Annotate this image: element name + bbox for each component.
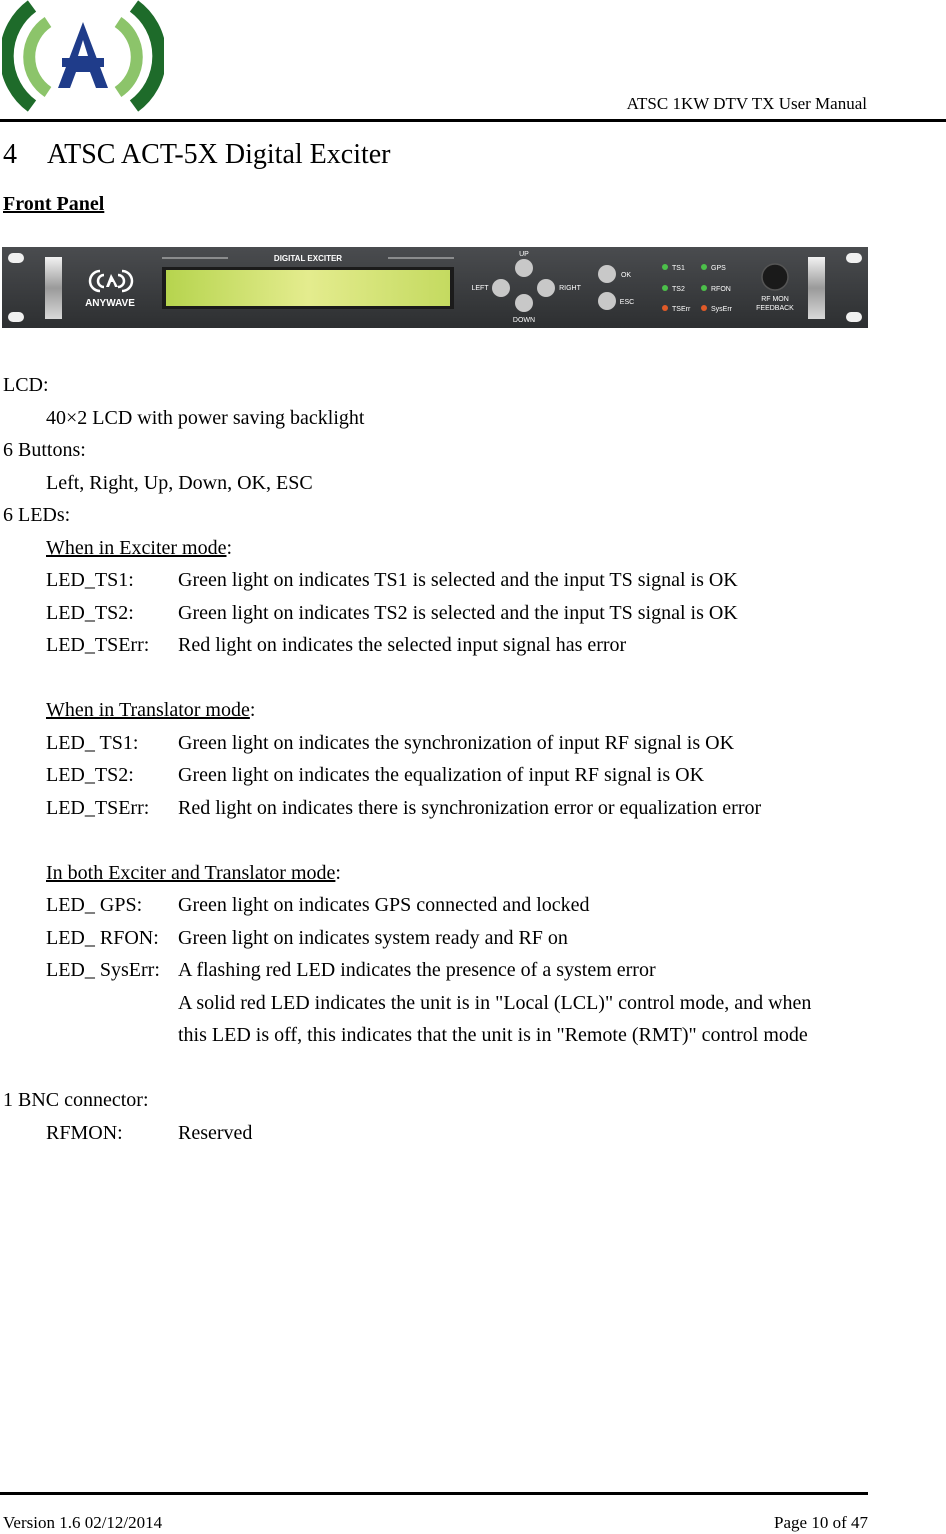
rack-ear-hole bbox=[846, 253, 862, 263]
syserr-extra-2: this LED is off, this indicates that the unit is in "Remote (RMT)" control mode bbox=[178, 1024, 808, 1046]
anywave-logo-icon bbox=[2, 0, 164, 112]
both-led-desc: Green light on indicates GPS connected and locked bbox=[178, 894, 590, 916]
ok-label: OK bbox=[620, 272, 632, 279]
led-rfon-label: RFON bbox=[711, 286, 731, 293]
translator-led-desc: Green light on indicates the equalization of input RF signal is OK bbox=[178, 764, 705, 786]
ok-button[interactable] bbox=[598, 265, 616, 283]
bnc-desc: Reserved bbox=[178, 1122, 253, 1144]
handle-right bbox=[808, 257, 825, 319]
led-tserr bbox=[662, 305, 668, 311]
led-syserr bbox=[701, 305, 707, 311]
led-tserr-label: TSErr bbox=[672, 306, 691, 313]
down-button[interactable] bbox=[515, 294, 533, 312]
both-mode-heading: In both Exciter and Translator mode: bbox=[46, 862, 341, 884]
led-syserr-label: SysErr bbox=[711, 306, 732, 313]
exciter-led-name: LED_TS2: bbox=[46, 602, 134, 624]
exciter-led-desc: Green light on indicates TS2 is selected and the input TS signal is OK bbox=[178, 602, 738, 624]
leds-label: 6 LEDs: bbox=[3, 504, 71, 526]
section-number: 4 bbox=[3, 139, 17, 170]
exciter-led-desc: Green light on indicates TS1 is selected and the input TS signal is OK bbox=[178, 569, 738, 591]
left-label: LEFT bbox=[471, 285, 489, 292]
translator-led-name: LED_ TS1: bbox=[46, 732, 139, 754]
both-led-desc: Green light on indicates system ready and RF on bbox=[178, 927, 568, 949]
led-rfon bbox=[701, 285, 707, 291]
translator-led-desc: Red light on indicates there is synchronization error or equalization error bbox=[178, 797, 762, 819]
right-button[interactable] bbox=[537, 279, 555, 297]
header-rule bbox=[0, 119, 946, 122]
panel-brand-text: ANYWAVE bbox=[85, 298, 135, 309]
rfmon-label: RF MON bbox=[761, 296, 789, 303]
translator-led-desc: Green light on indicates the synchronization of input RF signal is OK bbox=[178, 732, 735, 754]
section-title-text: ATSC ACT-5X Digital Exciter bbox=[47, 139, 391, 170]
buttons-desc: Left, Right, Up, Down, OK, ESC bbox=[46, 472, 313, 494]
led-gps bbox=[701, 264, 707, 270]
handle-left bbox=[45, 257, 62, 319]
translator-led-name: LED_TSErr: bbox=[46, 797, 150, 819]
buttons-label: 6 Buttons: bbox=[3, 439, 86, 461]
right-label: RIGHT bbox=[559, 285, 581, 292]
front-panel-image bbox=[2, 247, 868, 328]
bnc-label: 1 BNC connector: bbox=[3, 1089, 149, 1111]
led-ts2 bbox=[662, 285, 668, 291]
translator-mode-heading: When in Translator mode: bbox=[46, 699, 256, 721]
translator-led-name: LED_TS2: bbox=[46, 764, 134, 786]
both-led-name: LED_ RFON: bbox=[46, 927, 159, 949]
footer-page-number: Page 10 of 47 bbox=[774, 1513, 868, 1532]
exciter-mode-heading: When in Exciter mode: bbox=[46, 537, 233, 559]
syserr-extra-1: A solid red LED indicates the unit is in "Local (LCL)" control mode, and when bbox=[178, 992, 812, 1014]
lcd-label: LCD: bbox=[3, 374, 49, 396]
down-label: DOWN bbox=[512, 317, 536, 324]
section-title bbox=[3, 139, 391, 171]
led-gps-label: GPS bbox=[711, 265, 726, 272]
led-ts1 bbox=[662, 264, 668, 270]
left-button[interactable] bbox=[492, 279, 510, 297]
exciter-led-name: LED_TS1: bbox=[46, 569, 134, 591]
rack-ear-hole bbox=[846, 312, 862, 322]
footer-version: Version 1.6 02/12/2014 bbox=[3, 1513, 163, 1532]
esc-label: ESC bbox=[619, 299, 635, 306]
rack-ear-hole bbox=[8, 253, 24, 263]
lcd-label: DIGITAL EXCITER bbox=[273, 254, 343, 263]
lcd-desc: 40×2 LCD with power saving backlight bbox=[46, 407, 365, 429]
both-led-desc: A flashing red LED indicates the presence of a system error bbox=[178, 959, 656, 981]
led-ts2-label: TS2 bbox=[672, 286, 685, 293]
led-ts1-label: TS1 bbox=[672, 265, 685, 272]
both-led-name: LED_ GPS: bbox=[46, 894, 143, 916]
feedback-label: FEEDBACK bbox=[756, 305, 794, 312]
header-title: ATSC 1KW DTV TX User Manual bbox=[626, 94, 867, 113]
front-panel-heading: Front Panel bbox=[3, 193, 105, 215]
rack-ear-hole bbox=[8, 312, 24, 322]
rfmon-connector[interactable] bbox=[762, 264, 788, 290]
bnc-name: RFMON: bbox=[46, 1122, 123, 1144]
exciter-led-name: LED_TSErr: bbox=[46, 634, 150, 656]
both-led-name: LED_ SysErr: bbox=[46, 959, 160, 981]
up-label: UP bbox=[519, 251, 529, 258]
esc-button[interactable] bbox=[598, 292, 616, 310]
footer-rule bbox=[0, 1492, 868, 1495]
exciter-led-desc: Red light on indicates the selected input signal has error bbox=[178, 634, 627, 656]
up-button[interactable] bbox=[515, 259, 533, 277]
